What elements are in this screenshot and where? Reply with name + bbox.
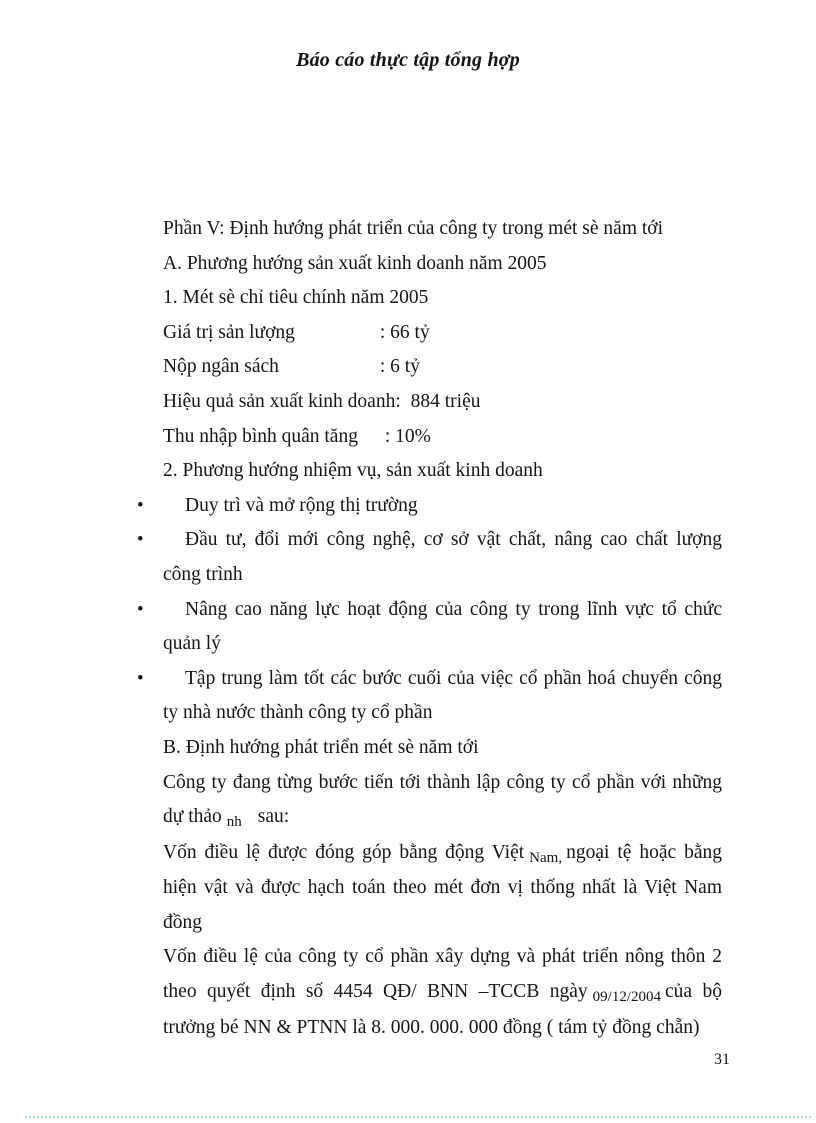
paragraph-text: của bộ trưởng bé NN & PTNN là 8. 000. 000. 000 đồng ( tám tỷ đồng chẵn): [163, 981, 723, 1038]
document-body: [163, 212, 722, 1045]
bullet-item-dau-tu: • Đầu tư, đổi mới công nghệ, cơ sở vật chất, nâng cao chất lượng công trình: [163, 523, 722, 592]
metric-row-san-luong: [163, 316, 722, 351]
section-b-heading: B. Định hướng phát triển mét sè năm tới: [163, 736, 479, 758]
metric-row-ngan-sach: [163, 350, 722, 385]
lowered-fragment: nh: [226, 814, 242, 831]
metric-row-thu-nhap: [163, 420, 722, 455]
metric-label: Giá trị sản lượng: [163, 321, 295, 343]
item-2-heading: 2. Phương hướng nhiệm vụ, sản xuất kinh doanh: [163, 460, 543, 482]
metric-value: : 10%: [384, 425, 431, 447]
metric-label: Thu nhập bình quân tăng: [163, 425, 358, 447]
paragraph-von-dieu-le-1: [163, 836, 722, 941]
section-v-heading: Phần V: Định hướng phát triển của công ty trong mét sè năm tới: [163, 218, 664, 239]
footer-dotted-line: [25, 1116, 811, 1118]
lowered-fragment: 09/12/2004: [592, 989, 662, 1006]
metric-value: : 6 tỷ: [379, 356, 420, 378]
section-a-heading: A. Phương hướng sản xuất kinh doanh năm 2005: [163, 252, 547, 274]
paragraph-von-dieu-le-2: [163, 940, 722, 1045]
metric-value: 884 triệu: [410, 390, 481, 412]
paragraph-text: sau:: [257, 806, 290, 828]
paragraph-du-thao: [163, 766, 722, 836]
metric-label: Hiệu quả sản xuất kinh doanh:: [163, 390, 401, 412]
paragraph-text: Vốn điều lệ được đóng góp bằng động Việt: [163, 841, 525, 863]
paragraph-text: Công ty đang từng bước tiến tới thành lập công ty cổ phần với những dự thảo: [163, 771, 722, 828]
page-header-title: Báo cáo thực tập tổng hợp: [296, 49, 520, 71]
bullet-item-co-phan-hoa: • Tập trung làm tốt các bước cuối của việc cổ phần hoá chuyển công ty nhà nước thành công ty cổ phần: [163, 662, 722, 731]
paragraph-text: Vốn điều lệ của công ty cổ phần xây dựng và phát triển nông thôn 2 theo quyết định số 4454 QĐ/ BNN –TCCB ngày: [163, 946, 722, 1003]
bullet-item-thi-truong: • Duy trì và mở rộng thị trường: [163, 489, 722, 524]
metric-row-hieu-qua: [163, 385, 722, 420]
page-number: 31: [714, 1051, 730, 1068]
metric-label: Nộp ngân sách: [163, 356, 279, 378]
item-1-heading: 1. Mét sè chỉ tiêu chính năm 2005: [163, 287, 429, 309]
lowered-fragment: Nam,: [529, 849, 563, 866]
metric-value: : 66 tỷ: [379, 321, 430, 343]
bullet-item-nang-cao: • Nâng cao năng lực hoạt động của công ty trong lĩnh vực tổ chức quản lý: [163, 593, 722, 662]
paragraph-text: ngoại tệ hoặc bằng hiện vật và được hạch toán theo mét đơn vị thống nhất là Việt Nam đồng: [163, 841, 722, 933]
